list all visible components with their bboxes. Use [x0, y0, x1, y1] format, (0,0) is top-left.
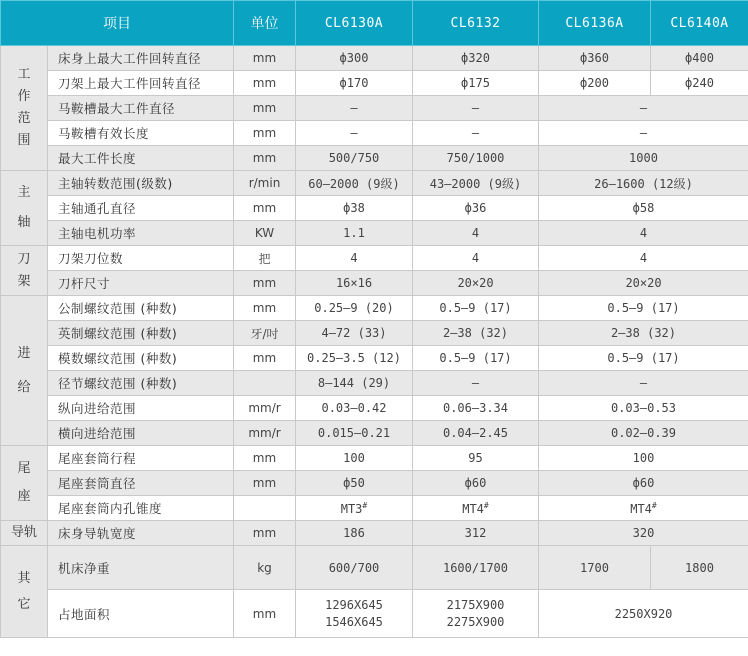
row-value: ф360 [539, 46, 651, 71]
row-name: 主轴电机功率 [48, 221, 234, 246]
row-name: 占地面积 [48, 590, 234, 638]
table-row [1, 146, 748, 171]
row-value: 100 [296, 446, 413, 471]
row-name: 尾座套筒直径 [48, 471, 234, 496]
row-value: 0.02–0.39 [539, 421, 748, 446]
row-value: ф400 [651, 46, 748, 71]
header-model-2: CL6132 [413, 1, 539, 46]
row-value: 0.5–9 (17) [539, 346, 748, 371]
row-value: ф36 [413, 196, 539, 221]
row-value: — [413, 121, 539, 146]
row-value: 600/700 [296, 546, 413, 590]
category-other: 其 它 [1, 546, 48, 638]
table-row [1, 271, 748, 296]
row-value: 4 [539, 221, 748, 246]
row-unit: mm [234, 346, 296, 371]
table-row [1, 121, 748, 146]
row-value: — [413, 371, 539, 396]
category-guide: 导轨 [1, 521, 48, 546]
row-value: ф38 [296, 196, 413, 221]
header-unit: 单位 [234, 1, 296, 46]
row-name: 径节螺纹范围 (种数) [48, 371, 234, 396]
header-model-4: CL6140A [651, 1, 748, 46]
row-value: ф170 [296, 71, 413, 96]
row-value: 0.5–9 (17) [413, 346, 539, 371]
row-unit [234, 371, 296, 396]
row-name: 纵向进给范围 [48, 396, 234, 421]
row-value: 312 [413, 521, 539, 546]
table-row [1, 171, 748, 196]
row-value: 320 [539, 521, 748, 546]
row-unit: 牙/吋 [234, 321, 296, 346]
row-value: ф58 [539, 196, 748, 221]
row-name: 刀架上最大工件回转直径 [48, 71, 234, 96]
row-value: 0.25–9 (20) [296, 296, 413, 321]
table-row [1, 321, 748, 346]
category-feed: 进 给 [1, 296, 48, 446]
row-value: 0.25–3.5 (12) [296, 346, 413, 371]
row-name: 尾座套筒行程 [48, 446, 234, 471]
row-unit: mm [234, 271, 296, 296]
row-value: 0.5–9 (17) [539, 296, 748, 321]
table-row [1, 71, 748, 96]
row-unit [234, 496, 296, 521]
header-model-1: CL6130A [296, 1, 413, 46]
table-row [1, 590, 748, 638]
row-value: 0.03–0.53 [539, 396, 748, 421]
row-name: 横向进给范围 [48, 421, 234, 446]
row-name: 刀架刀位数 [48, 246, 234, 271]
row-value: MT4# [413, 496, 539, 521]
row-unit: KW [234, 221, 296, 246]
table-row [1, 196, 748, 221]
row-name: 主轴转数范围(级数) [48, 171, 234, 196]
row-value: 95 [413, 446, 539, 471]
row-value: — [539, 371, 748, 396]
category-work-range: 工 作 范 围 [1, 46, 48, 171]
row-value: — [539, 121, 748, 146]
row-value: 2250X920 [539, 590, 748, 638]
row-unit: 把 [234, 246, 296, 271]
row-value: 1600/1700 [413, 546, 539, 590]
row-name: 床身上最大工件回转直径 [48, 46, 234, 71]
table-row [1, 521, 748, 546]
row-name: 刀杆尺寸 [48, 271, 234, 296]
table-row [1, 446, 748, 471]
row-name: 主轴通孔直径 [48, 196, 234, 221]
table-row [1, 471, 748, 496]
row-value: 1800 [651, 546, 748, 590]
table-row [1, 496, 748, 521]
row-value: 750/1000 [413, 146, 539, 171]
row-value: 0.06–3.34 [413, 396, 539, 421]
row-value: 1700 [539, 546, 651, 590]
table-row [1, 421, 748, 446]
row-name: 机床净重 [48, 546, 234, 590]
table-row [1, 346, 748, 371]
row-name: 模数螺纹范围 (种数) [48, 346, 234, 371]
header-model-3: CL6136A [539, 1, 651, 46]
row-value: ф60 [539, 471, 748, 496]
row-name: 床身导轨宽度 [48, 521, 234, 546]
row-value: 20×20 [413, 271, 539, 296]
row-unit: mm [234, 446, 296, 471]
row-name: 马鞍槽有效长度 [48, 121, 234, 146]
row-value: 4 [413, 246, 539, 271]
category-spindle: 主 轴 [1, 171, 48, 246]
row-value: — [296, 96, 413, 121]
table-row [1, 246, 748, 271]
row-value: MT4# [539, 496, 748, 521]
row-value: ф50 [296, 471, 413, 496]
row-value: 2175X900 2275X900 [413, 590, 539, 638]
row-name: 最大工件长度 [48, 146, 234, 171]
row-value: ф240 [651, 71, 748, 96]
row-value: — [413, 96, 539, 121]
header-row [1, 1, 748, 46]
row-name: 马鞍槽最大工件直径 [48, 96, 234, 121]
footnote-mark: # [651, 500, 657, 510]
footnote-mark: # [362, 500, 368, 510]
row-value: 16×16 [296, 271, 413, 296]
row-value: 2–38 (32) [539, 321, 748, 346]
row-value: 4 [539, 246, 748, 271]
row-value: 1296X645 1546X645 [296, 590, 413, 638]
row-value: ф175 [413, 71, 539, 96]
row-value: 100 [539, 446, 748, 471]
row-value: ф60 [413, 471, 539, 496]
row-value: 0.015–0.21 [296, 421, 413, 446]
row-value: 20×20 [539, 271, 748, 296]
table-row [1, 396, 748, 421]
row-value: ф200 [539, 71, 651, 96]
row-unit: mm/r [234, 396, 296, 421]
header-item: 项目 [1, 1, 234, 46]
row-value: — [539, 96, 748, 121]
row-value: 2–38 (32) [413, 321, 539, 346]
category-tailstock: 尾 座 [1, 446, 48, 521]
table-row [1, 296, 748, 321]
row-value: — [296, 121, 413, 146]
row-value: 0.03–0.42 [296, 396, 413, 421]
row-value: MT3# [296, 496, 413, 521]
row-unit: mm [234, 521, 296, 546]
row-value: 60–2000 (9级) [296, 171, 413, 196]
table-row [1, 96, 748, 121]
row-value: 1000 [539, 146, 748, 171]
row-value: 4 [413, 221, 539, 246]
table-row [1, 546, 748, 590]
footnote-mark: # [483, 500, 489, 510]
row-name: 公制螺纹范围 (种数) [48, 296, 234, 321]
row-unit: r/min [234, 171, 296, 196]
row-unit: mm [234, 296, 296, 321]
table-row [1, 371, 748, 396]
row-value: 1.1 [296, 221, 413, 246]
row-value: 4 [296, 246, 413, 271]
row-value: 0.5–9 (17) [413, 296, 539, 321]
row-unit: mm [234, 146, 296, 171]
row-unit: mm [234, 471, 296, 496]
category-tool-post: 刀 架 [1, 246, 48, 296]
row-unit: mm [234, 121, 296, 146]
row-unit: kg [234, 546, 296, 590]
row-unit: mm [234, 196, 296, 221]
row-unit: mm [234, 46, 296, 71]
row-value: 0.04–2.45 [413, 421, 539, 446]
row-value: 26–1600 (12级) [539, 171, 748, 196]
row-name: 尾座套筒内孔锥度 [48, 496, 234, 521]
row-value: 8–144 (29) [296, 371, 413, 396]
row-name: 英制螺纹范围 (种数) [48, 321, 234, 346]
row-value: ф320 [413, 46, 539, 71]
row-value: ф300 [296, 46, 413, 71]
row-unit: mm/r [234, 421, 296, 446]
row-value: 4–72 (33) [296, 321, 413, 346]
row-unit: mm [234, 590, 296, 638]
table-row [1, 46, 748, 71]
row-value: 186 [296, 521, 413, 546]
row-unit: mm [234, 96, 296, 121]
row-value: 43–2000 (9级) [413, 171, 539, 196]
row-unit: mm [234, 71, 296, 96]
row-value: 500/750 [296, 146, 413, 171]
table-row [1, 221, 748, 246]
